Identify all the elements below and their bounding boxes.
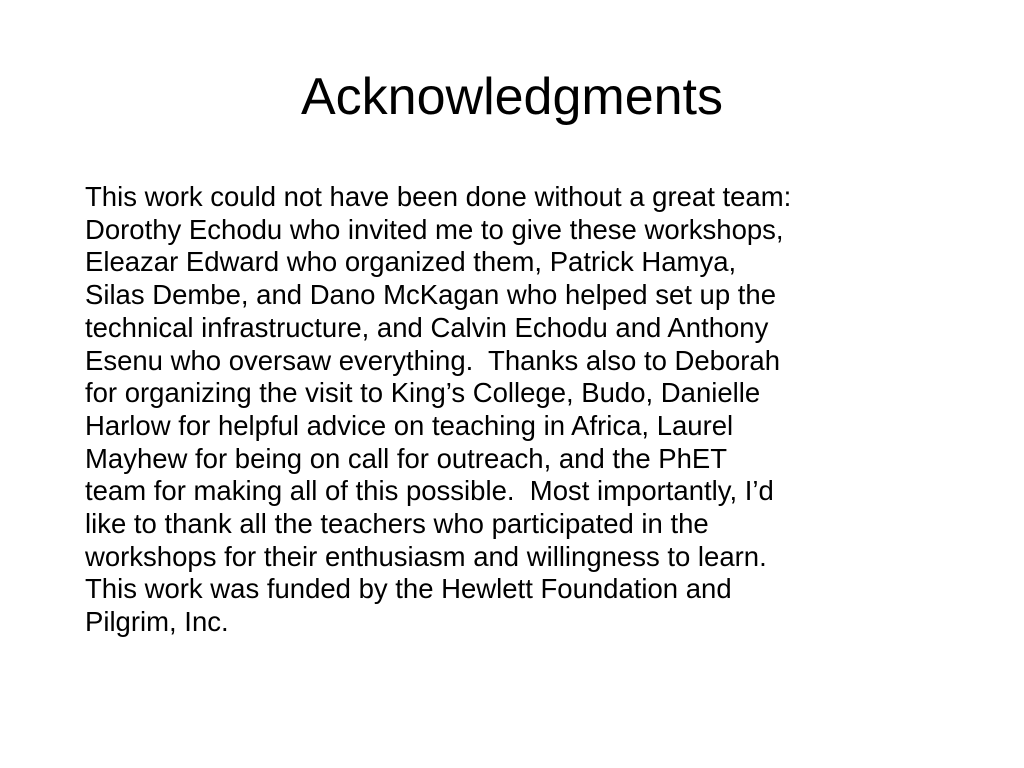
body-line: Eleazar Edward who organized them, Patrick Hamya, [85,246,737,278]
body-line: Esenu who oversaw everything. Thanks also to Deborah [85,344,781,376]
slide-body [85,181,1005,639]
body-line: Silas Dembe, and Dano McKagan who helped set up the [85,279,776,311]
slide-title: Acknowledgments [301,68,723,126]
body-line: Dorothy Echodu who invited me to give these workshops, [85,213,784,245]
body-line: team for making all of this possible. Most importantly, I’d [85,475,774,507]
body-line: Harlow for helpful advice on teaching in Africa, Laurel [85,409,734,441]
body-line: technical infrastructure, and Calvin Echodu and Anthony [85,311,769,343]
body-line: Mayhew for being on call for outreach, and the PhET [85,442,728,474]
body-line: like to thank all the teachers who participated in the [85,508,709,540]
body-line: Pilgrim, Inc. [85,606,229,638]
body-line: This work was funded by the Hewlett Foundation and [85,573,732,605]
body-line: for organizing the visit to King’s College, Budo, Danielle [85,377,761,409]
body-line: workshops for their enthusiasm and willingness to learn. [85,540,767,572]
body-line: This work could not have been done without a great team: [85,181,792,212]
